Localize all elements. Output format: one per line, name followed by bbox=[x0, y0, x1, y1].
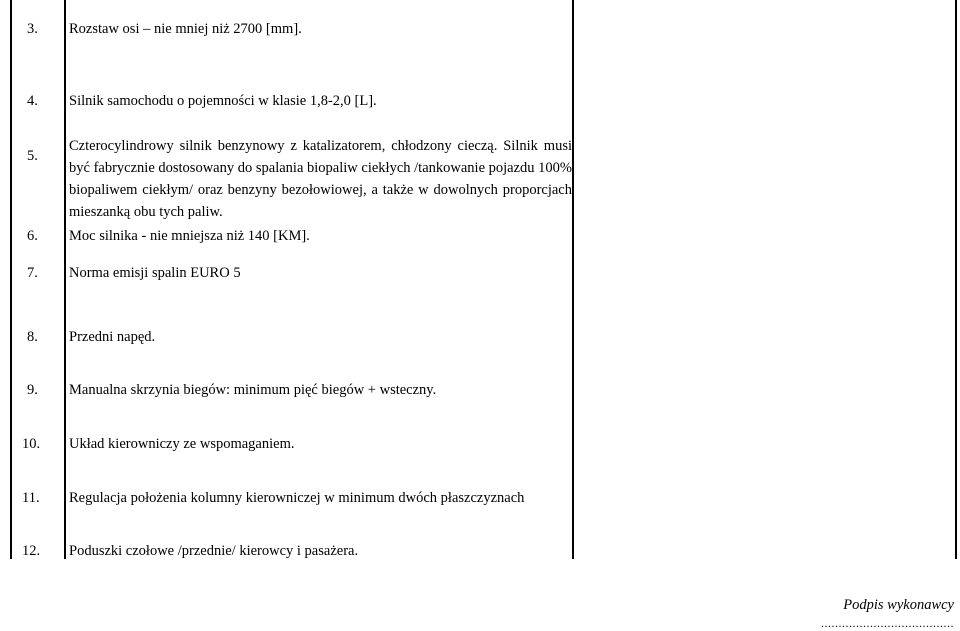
row-text: Silnik samochodu o pojemności w klasie 1,8-2,0 [L]. bbox=[69, 93, 377, 109]
table-divider-description-column bbox=[572, 0, 574, 559]
row-text: Poduszki czołowe /przednie/ kierowcy i pasażera. bbox=[69, 543, 359, 559]
row-number: 4. bbox=[27, 93, 38, 109]
row-text: Manualna skrzynia biegów: minimum pięć biegów + wsteczny. bbox=[69, 382, 437, 398]
row-text-paragraph: Czterocylindrowy silnik benzynowy z katalizatorem, chłodzony cieczą. Silnik musi być fabrycznie dostosowany do spalania biopaliw ciekłych /tankowanie pojazdu 100% biopaliwem ciekłym/ oraz benzyny bezołowiowej, a także w dowolnych proporcjach mieszanką obu tych paliw. bbox=[69, 138, 572, 220]
row-number: 9. bbox=[27, 382, 38, 398]
row-text: Przedni napęd. bbox=[69, 329, 156, 345]
row-text: Układ kierowniczy ze wspomaganiem. bbox=[69, 436, 295, 452]
row-number: 11. bbox=[22, 490, 40, 506]
row-text: Norma emisji spalin EURO 5 bbox=[69, 265, 241, 281]
row-number: 8. bbox=[27, 329, 38, 345]
signature-dots: ...................................... bbox=[821, 616, 954, 630]
row-number: 10. bbox=[22, 436, 41, 452]
table-divider-number-column bbox=[64, 0, 66, 559]
row-text: Rozstaw osi – nie mniej niż 2700 [mm]. bbox=[69, 21, 302, 37]
row-text: Moc silnika - nie mniejsza niż 140 [KM]. bbox=[69, 228, 310, 244]
table-border-right bbox=[955, 0, 957, 559]
signature-label: Podpis wykonawcy bbox=[843, 597, 954, 613]
row-text: Regulacja położenia kolumny kierowniczej w minimum dwóch płaszczyznach bbox=[69, 490, 525, 506]
row-number: 7. bbox=[27, 265, 38, 281]
row-number: 6. bbox=[27, 228, 38, 244]
row-number: 5. bbox=[27, 148, 38, 164]
row-number: 12. bbox=[22, 543, 41, 559]
row-number: 3. bbox=[27, 21, 38, 37]
table-border-left bbox=[10, 0, 12, 559]
